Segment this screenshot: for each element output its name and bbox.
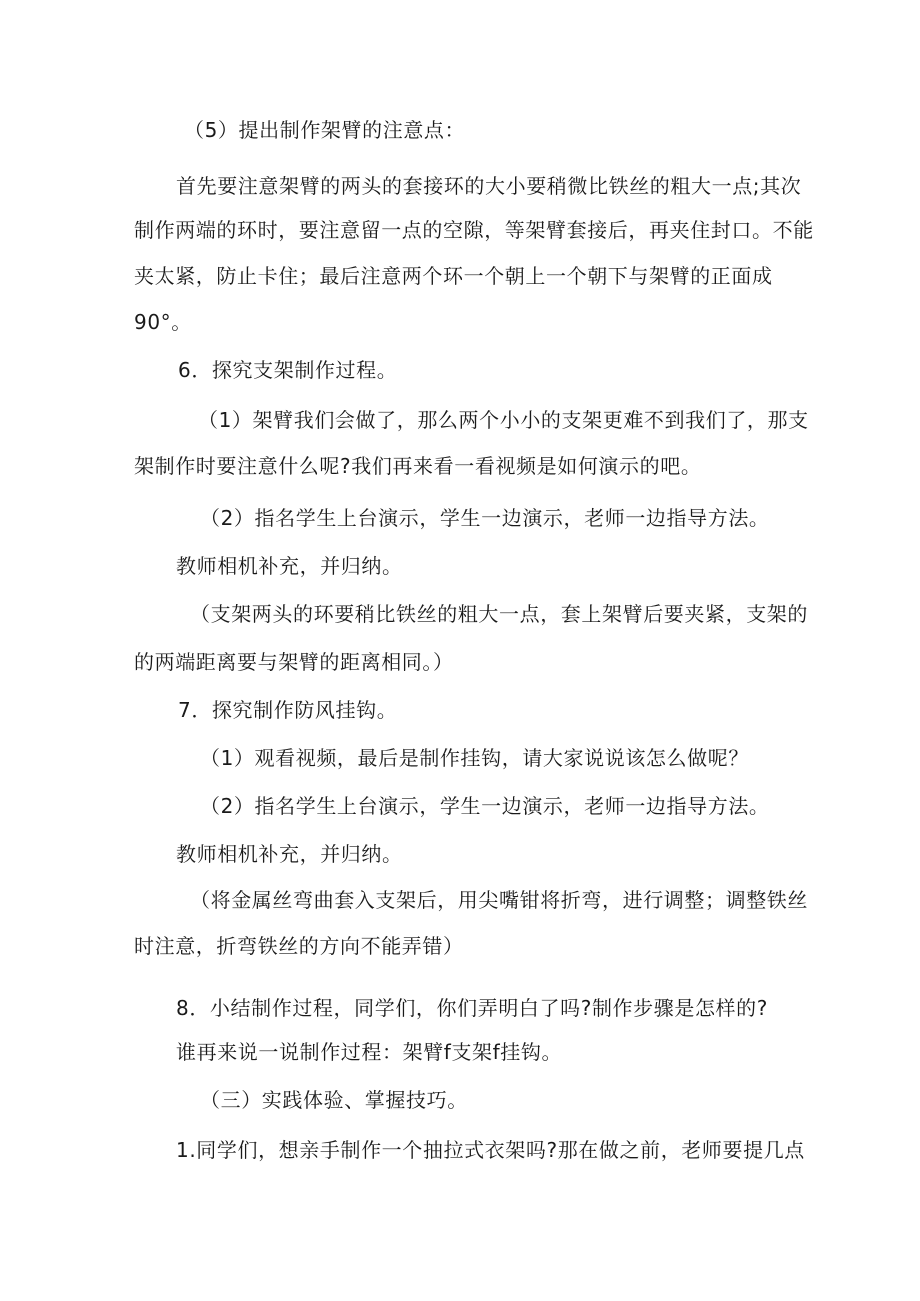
paragraph-line: 1.同学们，想亲手制作一个抽拉式衣架吗?那在做之前，老师要提几点 <box>176 1138 805 1162</box>
paragraph-line: （2）指名学生上台演示，学生一边演示，老师一边指导方法。 <box>200 506 770 530</box>
paragraph-line: 谁再来说一说制作过程：架臂f支架f挂钩。 <box>176 1040 563 1064</box>
paragraph-line: 教师相机补充，并归纳。 <box>176 842 403 866</box>
paragraph-line: 90°。 <box>134 310 192 334</box>
paragraph-line: （5）提出制作架臂的注意点： <box>184 118 466 142</box>
paragraph-line: （1）观看视频，最后是制作挂钩，请大家说说该怎么做呢？ <box>200 746 749 770</box>
paragraph-line: 夹太紧，防止卡住；最后注意两个环一个朝上一个朝下与架臂的正面成 <box>134 264 773 288</box>
paragraph-line: 时注意，折弯铁丝的方向不能弄错） <box>134 934 464 958</box>
paragraph-line: （2）指名学生上台演示，学生一边演示，老师一边指导方法。 <box>200 794 770 818</box>
paragraph-line: （将金属丝弯曲套入支架后，用尖嘴钳将折弯，进行调整；调整铁丝 <box>190 888 808 912</box>
paragraph-line: 的两端距离要与架臂的距离相同。） <box>134 650 454 674</box>
paragraph-line: 首先要注意架臂的两头的套接环的大小要稍微比铁丝的粗大一点;其次 <box>176 174 802 198</box>
paragraph-line: （1）架臂我们会做了，那么两个小小的支架更难不到我们了，那支 <box>198 408 809 432</box>
section-heading: 6．探究支架制作过程。 <box>178 358 398 382</box>
paragraph-line: 制作两端的环时，要注意留一点的空隙，等架臂套接后，再夹住封口。不能 <box>134 218 814 242</box>
paragraph-line: 教师相机补充，并归纳。 <box>176 554 403 578</box>
section-heading: （三）实践体验、掌握技巧。 <box>200 1088 468 1112</box>
section-heading: 8．小结制作过程，同学们，你们弄明白了吗?制作步骤是怎样的? <box>176 996 768 1020</box>
paragraph-line: （支架两头的环要稍比铁丝的粗大一点，套上架臂后要夹紧，支架的 <box>190 602 808 626</box>
section-heading: 7．探究制作防风挂钩。 <box>178 698 398 722</box>
paragraph-line: 架制作时要注意什么呢?我们再来看一看视频是如何演示的吧。 <box>134 454 702 478</box>
